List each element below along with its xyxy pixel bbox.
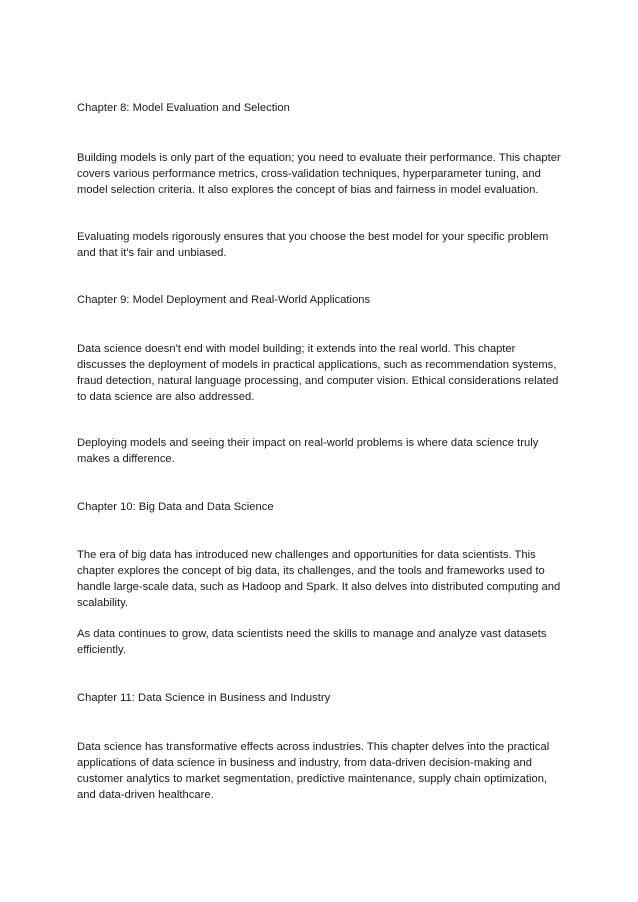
- chapter-10-heading: Chapter 10: Big Data and Data Science: [77, 501, 274, 513]
- chapter-9-heading: Chapter 9: Model Deployment and Real-World Applications: [77, 294, 371, 306]
- chapter-8-heading: Chapter 8: Model Evaluation and Selection: [77, 102, 290, 114]
- chapter-9-paragraph-1: Data science doesn't end with model building; it extends into the real world. This chapter discusses the deployment of models in practical applications, such as recommendation systems, fraud detection, natural language processing, and computer vision. Ethical considerations related to data science are also addressed.: [77, 343, 559, 403]
- chapter-11-paragraph-1: Data science has transformative effects across industries. This chapter delves into the practical applications of data science in business and industry, from data-driven decision-making and customer analytics to market segmentation, predictive maintenance, supply chain optimization, and data-driven healthcare.: [77, 741, 550, 801]
- chapter-10-paragraph-2: As data continues to grow, data scientists need the skills to manage and analyze vast datasets efficiently.: [77, 628, 547, 656]
- chapter-11-heading: Chapter 11: Data Science in Business and Industry: [77, 692, 331, 704]
- chapter-8-paragraph-1: Building models is only part of the equation; you need to evaluate their performance. This chapter covers various performance metrics, cross-validation techniques, hyperparameter tuning, and model selection criteria. It also explores the concept of bias and fairness in model evaluation.: [77, 152, 561, 196]
- chapter-10-paragraph-1: The era of big data has introduced new challenges and opportunities for data scientists. This chapter explores the concept of big data, its challenges, and the tools and frameworks used to handle large-scale data, such as Hadoop and Spark. It also delves into distributed computing and scalability.: [77, 549, 561, 609]
- chapter-8-paragraph-2: Evaluating models rigorously ensures that you choose the best model for your specific problem and that it's fair and unbiased.: [77, 231, 549, 259]
- chapter-9-paragraph-2: Deploying models and seeing their impact on real-world problems is where data science truly makes a difference.: [77, 437, 539, 465]
